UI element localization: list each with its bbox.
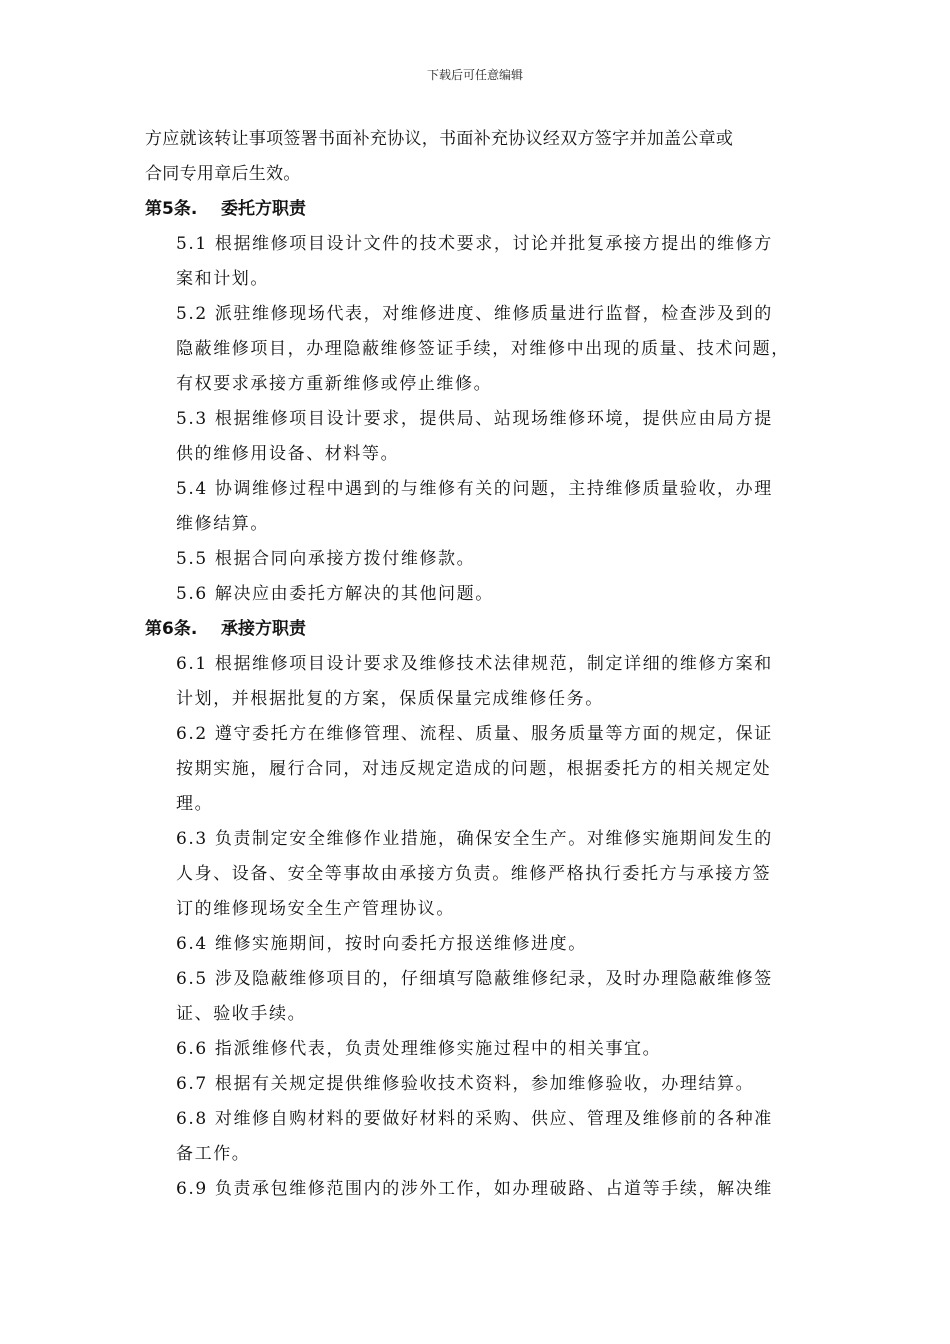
clause-line: 6.6 指派维修代表，负责处理维修实施过程中的相关事宜。: [176, 1039, 662, 1059]
clause-line: 6.5 涉及隐蔽维修项目的，仔细填写隐蔽维修纪录，及时办理隐蔽维修签: [176, 969, 773, 989]
clause-line: 6.2 遵守委托方在维修管理、流程、质量、服务质量等方面的规定，保证: [176, 724, 773, 744]
clause-line: 5.3 根据维修项目设计要求，提供局、站现场维修环境，提供应由局方提: [176, 409, 773, 429]
clause-line: 理。: [176, 794, 214, 814]
clause-line: 5.2 派驻维修现场代表，对维修进度、维修质量进行监督，检查涉及到的: [176, 304, 773, 324]
clause-line: 计划，并根据批复的方案，保质保量完成维修任务。: [176, 689, 604, 709]
intro-line: 方应就该转让事项签署书面补充协议，书面补充协议经双方签字并加盖公章或: [145, 129, 734, 149]
clause-line: 隐蔽维修项目，办理隐蔽维修签证手续，对维修中出现的质量、技术问题，: [176, 339, 790, 359]
clause-line: 6.7 根据有关规定提供维修验收技术资料，参加维修验收，办理结算。: [176, 1074, 755, 1094]
clause-line: 人身、设备、安全等事故由承接方负责。维修严格执行委托方与承接方签: [176, 864, 772, 884]
clause-line: 6.1 根据维修项目设计要求及维修技术法律规范，制定详细的维修方案和: [176, 654, 773, 674]
clause-line: 供的维修用设备、材料等。: [176, 444, 400, 464]
clause-line: 6.4 维修实施期间，按时向委托方报送维修进度。: [176, 934, 587, 954]
document-body: [145, 122, 825, 1207]
clause-line: 6.3 负责制定安全维修作业措施，确保安全生产。对维修实施期间发生的: [176, 829, 773, 849]
clause-line: 证、验收手续。: [176, 1004, 307, 1024]
clause-line: 5.5 根据合同向承接方拨付维修款。: [176, 549, 476, 569]
clause-line: 备工作。: [176, 1144, 251, 1164]
clause-line: 按期实施，履行合同，对违反规定造成的问题，根据委托方的相关规定处: [176, 759, 772, 779]
clause-line: 5.4 协调维修过程中遇到的与维修有关的问题，主持维修质量验收，办理: [176, 479, 773, 499]
clause-line: 维修结算。: [176, 514, 269, 534]
clause-line: 有权要求承接方重新维修或停止维修。: [176, 374, 493, 394]
article-5-label: 第5条.: [145, 199, 198, 219]
article-6-label: 第6条.: [145, 619, 198, 639]
intro-line: 合同专用章后生效。: [145, 164, 301, 184]
clause-line: 5.1 根据维修项目设计文件的技术要求，讨论并批复承接方提出的维修方: [176, 234, 773, 254]
clause-line: 6.9 负责承包维修范围内的涉外工作，如办理破路、占道等手续，解决维: [176, 1179, 773, 1199]
article-6-heading: [145, 612, 825, 647]
article-6-title: 承接方职责: [221, 619, 306, 639]
clause-line: 订的维修现场安全生产管理协议。: [176, 899, 455, 919]
page-header: 下载后可任意编辑: [426, 68, 523, 82]
article-5-title: 委托方职责: [221, 199, 306, 219]
article-5-heading: [145, 192, 825, 227]
clause-line: 6.8 对维修自购材料的要做好材料的采购、供应、管理及维修前的各种准: [176, 1109, 773, 1129]
clause-line: 案和计划。: [176, 269, 269, 289]
clause-line: 5.6 解决应由委托方解决的其他问题。: [176, 584, 494, 604]
